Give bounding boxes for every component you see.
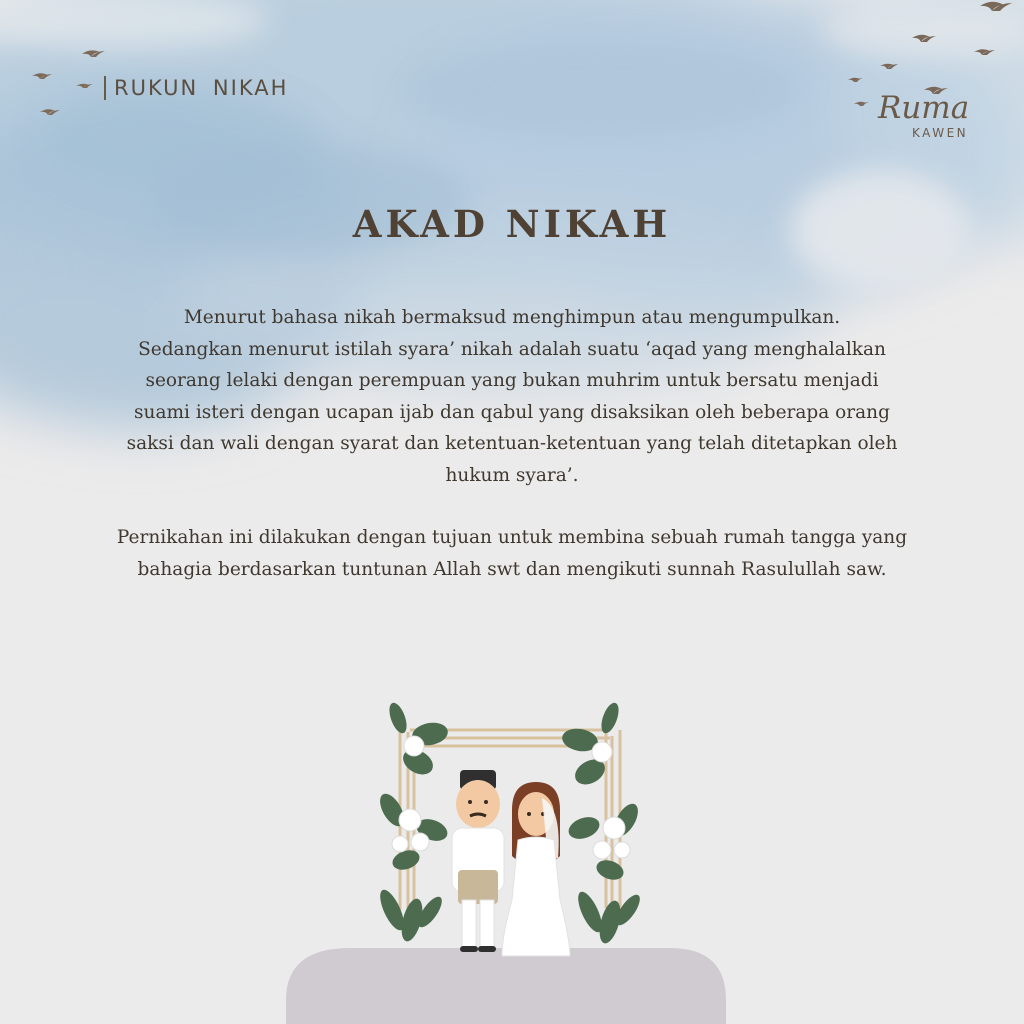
bird-icon: [40, 109, 60, 115]
brand-logo-script: Ruma: [878, 90, 970, 126]
body-text: [40, 302, 984, 585]
bride-figure: [502, 782, 570, 956]
brand-logo: [872, 90, 982, 148]
section-label-text: RUKUN NIKAH: [114, 76, 289, 100]
bird-icon: [880, 64, 898, 69]
section-label: [104, 76, 288, 100]
text-line: Pernikahan ini dilakukan dengan tujuan untuk membina sebuah rumah tangga yang: [116, 527, 908, 548]
bird-icon: [32, 73, 52, 79]
white-flowers: [392, 736, 630, 859]
brand-logo-subtitle: KAWEN: [912, 126, 969, 140]
bird-icon: [974, 49, 995, 55]
text-line: seorang lelaki dengan perempuan yang bukan muhrim untuk bersatu menjadi: [145, 370, 879, 391]
text-line: Menurut bahasa nikah bermaksud menghimpun atau mengumpulkan.: [183, 307, 841, 328]
paragraph-1: [40, 302, 984, 491]
text-line: saksi dan wali dengan syarat dan ketentuan-ketentuan yang telah ditetapkan oleh: [126, 433, 898, 454]
page-title: AKAD NIKAH: [352, 202, 672, 246]
bird-icon: [76, 84, 93, 88]
groom-figure: [452, 770, 504, 952]
bird-icon: [980, 2, 1012, 11]
bird-icon: [912, 35, 936, 42]
text-line: Sedangkan menurut istilah syara’ nikah adalah suatu ‘aqad yang menghalalkan: [138, 338, 886, 360]
text-line: bahagia berdasarkan tuntunan Allah swt dan mengikuti sunnah Rasulullah saw.: [137, 558, 887, 580]
paragraph-2: [40, 522, 984, 585]
bird-icon: [82, 50, 105, 57]
wedding-illustration: [280, 700, 740, 1024]
section-label-bar: [104, 76, 106, 100]
text-line: suami isteri dengan ucapan ijab dan qabul yang disaksikan oleh beberapa orang: [134, 401, 890, 423]
bird-icon: [848, 78, 863, 82]
text-line: hukum syara’.: [445, 464, 579, 486]
bird-icon: [854, 102, 869, 106]
stage-platform: [286, 948, 726, 1024]
